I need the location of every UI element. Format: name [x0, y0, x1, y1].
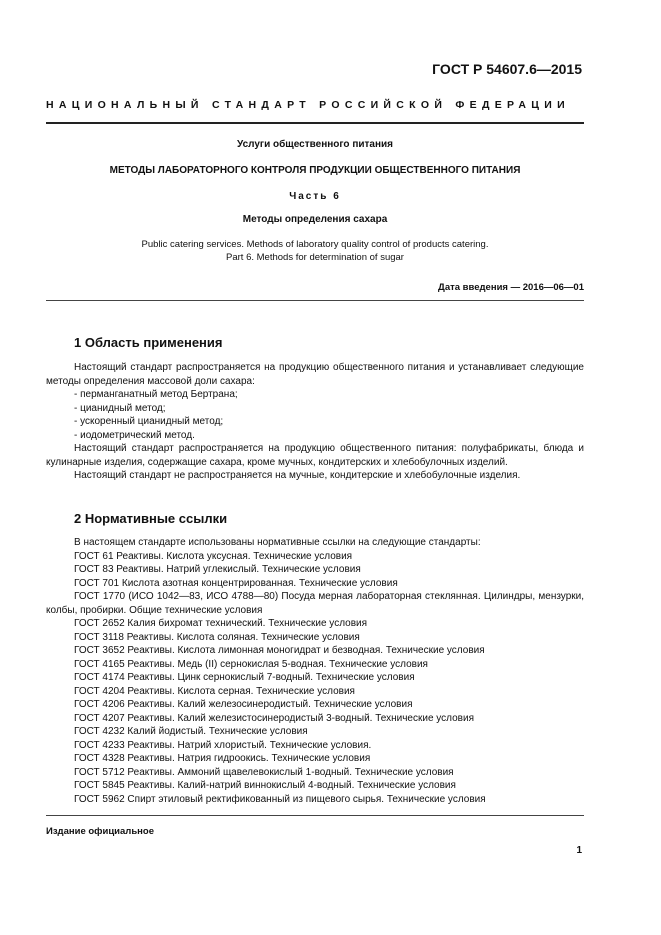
english-title-line2: Part 6. Methods for determination of sugar — [226, 252, 404, 263]
method-item: - перманганатный метод Бертрана; — [74, 389, 238, 400]
reference-item: ГОСТ 3118 Реактивы. Кислота соляная. Технические условия — [74, 631, 360, 643]
reference-item: ГОСТ 4204 Реактивы. Кислота серная. Технические условия — [74, 685, 355, 697]
reference-item: ГОСТ 5712 Реактивы. Аммоний щавелевокислый 1-водный. Технические условия — [74, 766, 454, 778]
national-standard-banner: НАЦИОНАЛЬНЫЙ СТАНДАРТ РОССИЙСКОЙ ФЕДЕРАЦИИ — [46, 99, 570, 111]
section2-body — [46, 536, 584, 806]
reference-item: ГОСТ 83 Реактивы. Натрий углекислый. Технические условия — [74, 564, 361, 575]
method-item: - иодометрический метод. — [74, 429, 195, 441]
reference-item: ГОСТ 4328 Реактивы. Натрия гидроокись. Технические условия — [74, 753, 371, 764]
footer-divider — [46, 815, 584, 816]
reference-item: ГОСТ 4165 Реактивы. Медь (II) сернокислая 5-водная. Технические условия — [74, 658, 428, 670]
series-title: Услуги общественного питания — [237, 139, 393, 150]
reference-item: ГОСТ 2652 Калия бихромат технический. Технические условия — [74, 618, 368, 629]
section2-heading: 2 Нормативные ссылки — [74, 511, 228, 526]
reference-item: ГОСТ 61 Реактивы. Кислота уксусная. Технические условия — [74, 550, 353, 562]
official-edition-label: Издание официальное — [46, 826, 154, 837]
introduction-date: Дата введения — 2016—06—01 — [438, 282, 584, 293]
reference-item: ГОСТ 5962 Спирт этиловый ректификованный из пищевого сырья. Технические условия — [74, 793, 486, 805]
reference-item: ГОСТ 4232 Калий йодистый. Технические условия — [74, 726, 308, 737]
reference-item: ГОСТ 4206 Реактивы. Калий железосинеродистый. Технические условия — [74, 699, 413, 710]
reference-item: ГОСТ 4174 Реактивы. Цинк сернокислый 7-водный. Технические условия — [74, 672, 415, 683]
section1-heading: 1 Область применения — [74, 335, 223, 350]
page-number: 1 — [576, 845, 582, 856]
main-title: МЕТОДЫ ЛАБОРАТОРНОГО КОНТРОЛЯ ПРОДУКЦИИ ОБЩЕСТВЕННОГО ПИТАНИЯ — [109, 165, 521, 176]
reference-item: ГОСТ 5845 Реактивы. Калий-натрий виннокислый 4-водный. Технические условия — [74, 780, 456, 791]
section1-body — [46, 361, 584, 483]
english-title — [46, 238, 584, 264]
method-item: - ускоренный цианидный метод; — [74, 416, 224, 427]
section1-paragraph1: Настоящий стандарт распространяется на продукцию общественного питания и устанавливает следующие методы определения массовой доли сахара: — [46, 362, 584, 387]
method-item: - цианидный метод; — [74, 402, 166, 414]
middle-divider — [46, 300, 584, 301]
subtitle: Методы определения сахара — [242, 214, 388, 225]
top-divider — [46, 122, 584, 124]
part-label: Часть 6 — [289, 191, 341, 202]
section1-paragraph3: Настоящий стандарт не распространяется на мучные, кондитерские и хлебобулочные изделия. — [74, 470, 521, 481]
reference-item: ГОСТ 4233 Реактивы. Натрий хлористый. Технические условия. — [74, 739, 372, 751]
reference-item: ГОСТ 4207 Реактивы. Калий железистосинеродистый 3-водный. Технические условия — [74, 712, 474, 724]
reference-item: ГОСТ 1770 (ИСО 1042—83, ИСО 4788—80) Посуда мерная лабораторная стеклянная. Цилиндры, мензурки, колбы, пробирки. Общие технические условия — [46, 591, 584, 616]
reference-item: ГОСТ 3652 Реактивы. Кислота лимонная моногидрат и безводная. Технические условия — [74, 645, 485, 656]
section1-paragraph2: Настоящий стандарт распространяется на продукцию общественного питания: полуфабрикаты, блюда и кулинарные изделия, содержащие сахара, кроме мучных, кондитерских и хлебобулочных изделий. — [46, 443, 584, 468]
english-title-line1: Public catering services. Methods of laboratory quality control of products catering. — [141, 239, 489, 250]
section2-intro: В настоящем стандарте использованы нормативные ссылки на следующие стандарты: — [74, 537, 481, 548]
reference-item: ГОСТ 701 Кислота азотная концентрированная. Технические условия — [74, 577, 398, 589]
document-code: ГОСТ Р 54607.6—2015 — [432, 61, 582, 77]
